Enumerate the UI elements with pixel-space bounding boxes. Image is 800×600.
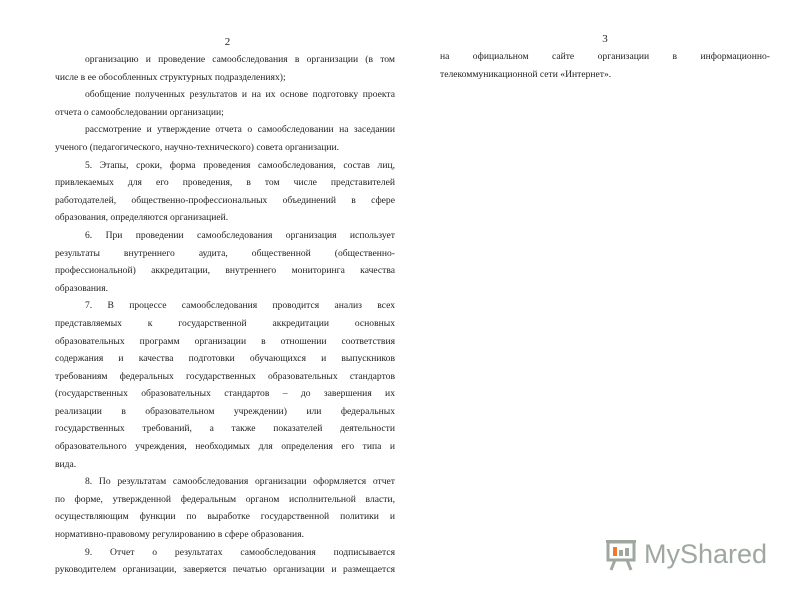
text-line: требованиям федеральных государственных образовательных стандартов	[55, 370, 395, 382]
text-line: 7. В процессе самообследования проводится анализ всех	[85, 300, 395, 312]
presentation-board-icon	[604, 537, 640, 573]
text-line: содержания и качества подготовки обучающихся и выпускников	[55, 353, 395, 365]
text-line: 9. Отчет о результатах самообследования подписывается	[85, 546, 395, 558]
text-line: (государственных образовательных стандартов – до завершения их	[55, 388, 395, 400]
text-line: работодателей, общественно-профессиональных объединений в сфере	[55, 194, 395, 206]
text-line: нормативно-правовому регулированию в сфере образования.	[55, 529, 304, 541]
text-line: на официальном сайте организации в информационно-	[440, 51, 770, 62]
left-page-text	[55, 51, 395, 579]
text-line: руководителем организации, заверяется печатью организации и размещается	[55, 564, 395, 576]
text-line: образования.	[55, 282, 109, 294]
right-page-text	[440, 48, 770, 83]
text-line: телекоммуникационной сети «Интернет».	[440, 68, 612, 80]
text-line: результаты внутреннего аудита, общественной (общественно-	[55, 247, 395, 259]
text-line: числе в ее обособленных структурных подразделениях);	[55, 71, 286, 83]
text-line: 6. При проведении самообследования организация использует	[85, 229, 395, 241]
text-line: реализации в образовательном учреждении) или федеральных	[55, 405, 395, 417]
text-line: отчета о самообследовании организации;	[55, 106, 224, 118]
text-line: рассмотрение и утверждение отчета о самообследовании на заседании	[85, 124, 395, 136]
text-line: вида.	[55, 458, 77, 470]
text-line: образовательных программ организации в отношении соответствия	[55, 335, 395, 347]
text-line: организацию и проведение самообследования в организации (в том	[85, 54, 395, 65]
myshared-logo	[604, 535, 774, 575]
text-line: профессиональной) аккредитации, внутреннего мониторинга качества	[55, 265, 395, 277]
text-line: представляемых к государственной аккредитации основных	[55, 317, 395, 329]
text-line: по форме, утвержденной федеральным органом исполнительной власти,	[55, 493, 395, 505]
text-line: образования, определяются организацией.	[55, 212, 229, 224]
text-line: обобщение полученных результатов и на их основе подготовку проекта	[85, 89, 395, 101]
text-line: образовательного учреждения, необходимых для определения его типа и	[55, 441, 395, 453]
text-line: привлекаемых для его проведения, в том числе представителей	[55, 177, 395, 189]
logo-text: MyShared	[644, 539, 768, 569]
text-line: 8. По результатам самообследования организации оформляется отчет	[85, 476, 395, 488]
text-line: ученого (педагогического, научно-технического) совета организации.	[55, 141, 340, 153]
page-number: 3	[602, 33, 608, 45]
text-line: государственных требований, а также показателей деятельности	[55, 423, 395, 435]
page-number: 2	[224, 36, 231, 48]
text-line: осуществляющим функции по выработке государственной политики и	[55, 511, 395, 523]
text-line: 5. Этапы, сроки, форма проведения самообследования, состав лиц,	[85, 159, 395, 171]
